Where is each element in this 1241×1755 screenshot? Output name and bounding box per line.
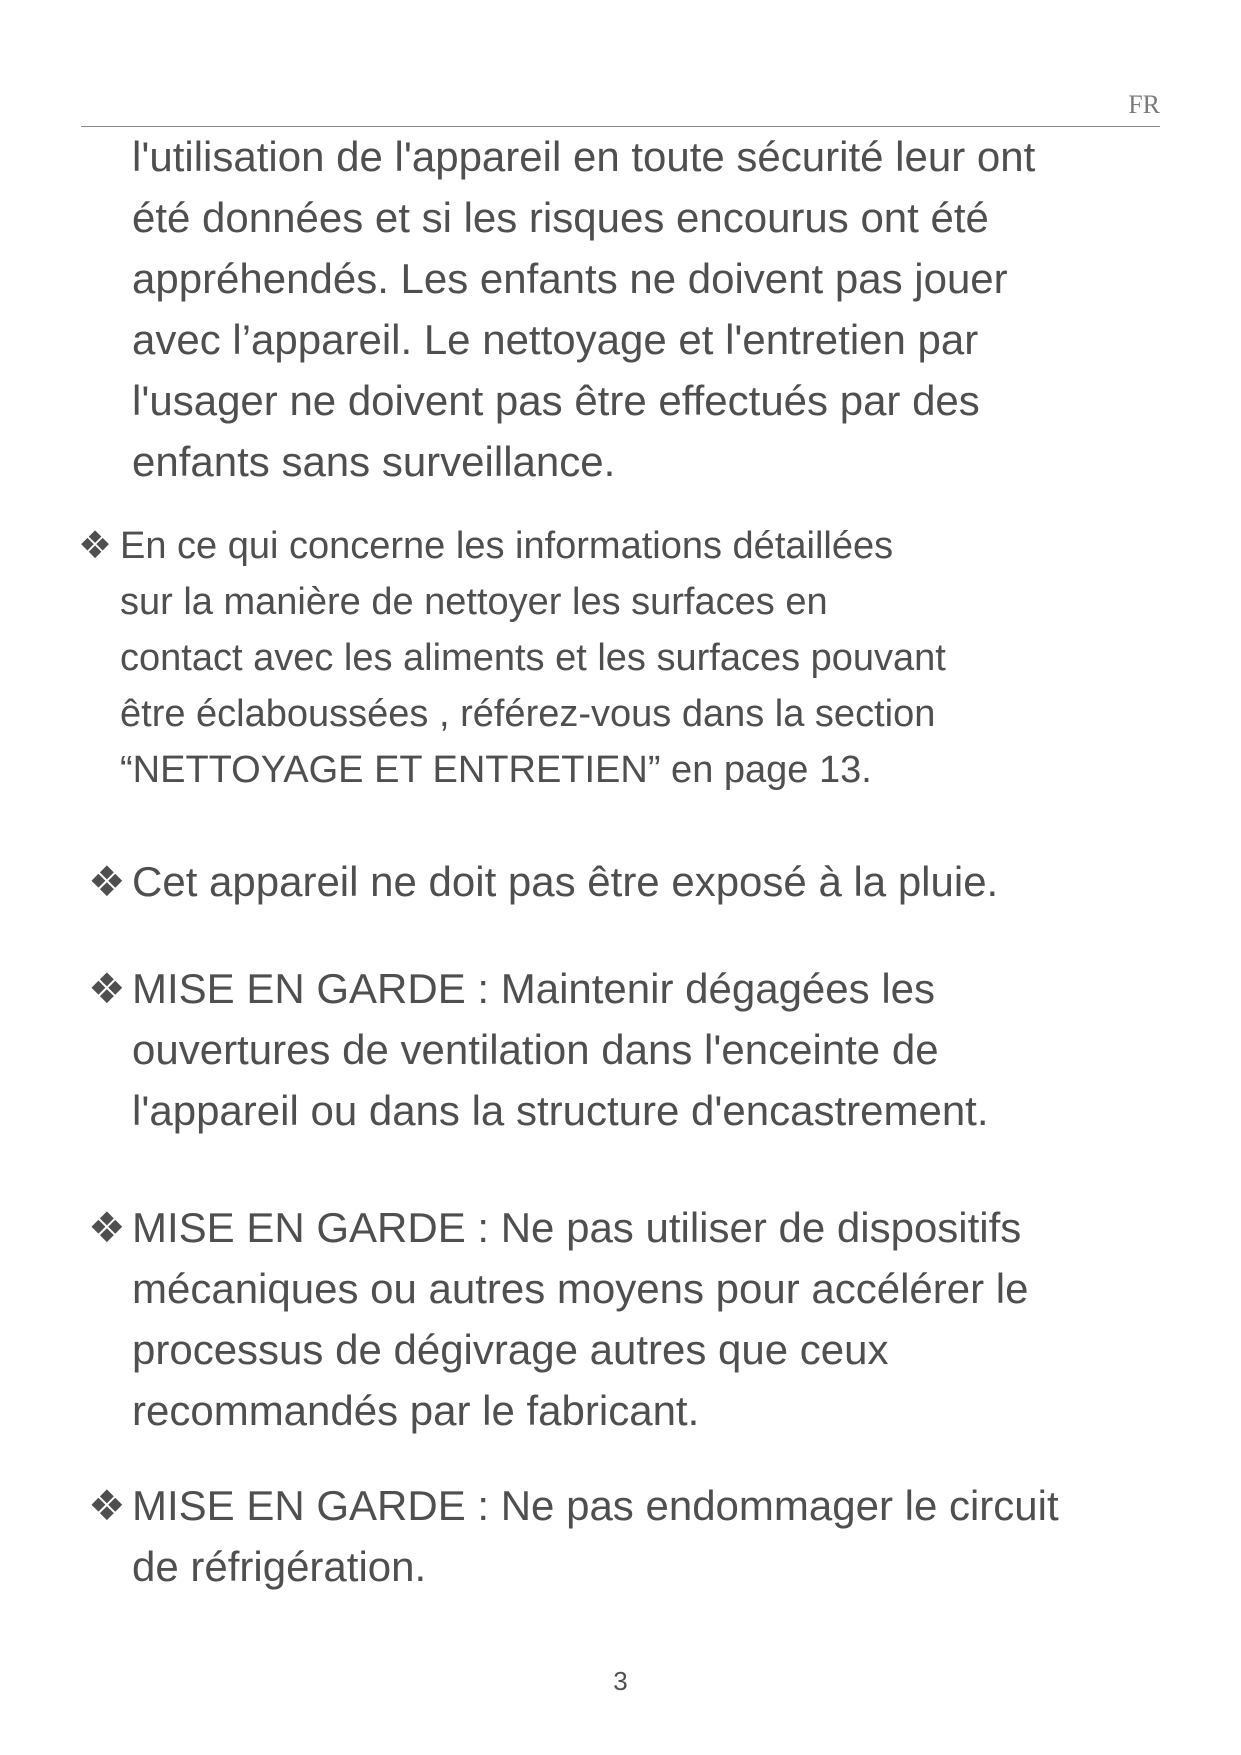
- bullet-line: contact avec les aliments et les surfaces pouvant: [120, 637, 946, 679]
- paragraph-line: enfants sans surveillance.: [132, 438, 616, 485]
- bullet-line: être éclaboussées , référez-vous dans la section: [120, 693, 936, 735]
- bullet-item-ventilation: [132, 958, 989, 1141]
- diamond-bullet-icon: ❖: [88, 1482, 126, 1529]
- bullet-line: sur la manière de nettoyer les surfaces en: [120, 581, 828, 623]
- paragraph-line: appréhendés. Les enfants ne doivent pas jouer: [132, 255, 1008, 302]
- diamond-bullet-icon: ❖: [88, 965, 126, 1012]
- paragraph-line: avec l’appareil. Le nettoyage et l'entretien par: [132, 316, 979, 363]
- bullet-line: Cet appareil ne doit pas être exposé à la pluie.: [132, 858, 999, 905]
- bullet-line: l'appareil ou dans la structure d'encastrement.: [132, 1087, 989, 1134]
- bullet-line: “NETTOYAGE ET ENTRETIEN” en page 13.: [120, 749, 872, 791]
- language-code: FR: [1128, 90, 1160, 119]
- bullet-item-cleaning-info: [120, 518, 946, 798]
- bullet-item-refrigeration-circuit: [132, 1475, 1059, 1597]
- paragraph-line: été données et si les risques encourus ont été: [132, 194, 989, 241]
- paragraph-line: l'usager ne doivent pas être effectués par des: [132, 377, 980, 424]
- continuation-paragraph: [132, 126, 1035, 492]
- bullet-item-defrosting: [132, 1197, 1028, 1441]
- bullet-line: processus de dégivrage autres que ceux: [132, 1326, 889, 1373]
- diamond-bullet-icon: ❖: [88, 858, 126, 905]
- bullet-line: MISE EN GARDE : Ne pas endommager le circuit: [132, 1482, 1059, 1529]
- bullet-line: mécaniques ou autres moyens pour accélérer le: [132, 1265, 1029, 1312]
- bullet-line: ouvertures de ventilation dans l'enceinte de: [132, 1026, 939, 1073]
- diamond-bullet-icon: ❖: [88, 1204, 126, 1251]
- bullet-line: de réfrigération.: [132, 1543, 427, 1590]
- bullet-line: MISE EN GARDE : Ne pas utiliser de dispositifs: [132, 1204, 1022, 1251]
- page-number: 3: [613, 1666, 628, 1696]
- bullet-line: En ce qui concerne les informations détaillées: [120, 525, 894, 567]
- bullet-item-rain: [132, 851, 998, 912]
- diamond-bullet-icon: ❖: [78, 525, 113, 567]
- bullet-line: recommandés par le fabricant.: [132, 1387, 700, 1434]
- bullet-line: MISE EN GARDE : Maintenir dégagées les: [132, 965, 936, 1012]
- paragraph-line: l'utilisation de l'appareil en toute sécurité leur ont: [132, 133, 1036, 180]
